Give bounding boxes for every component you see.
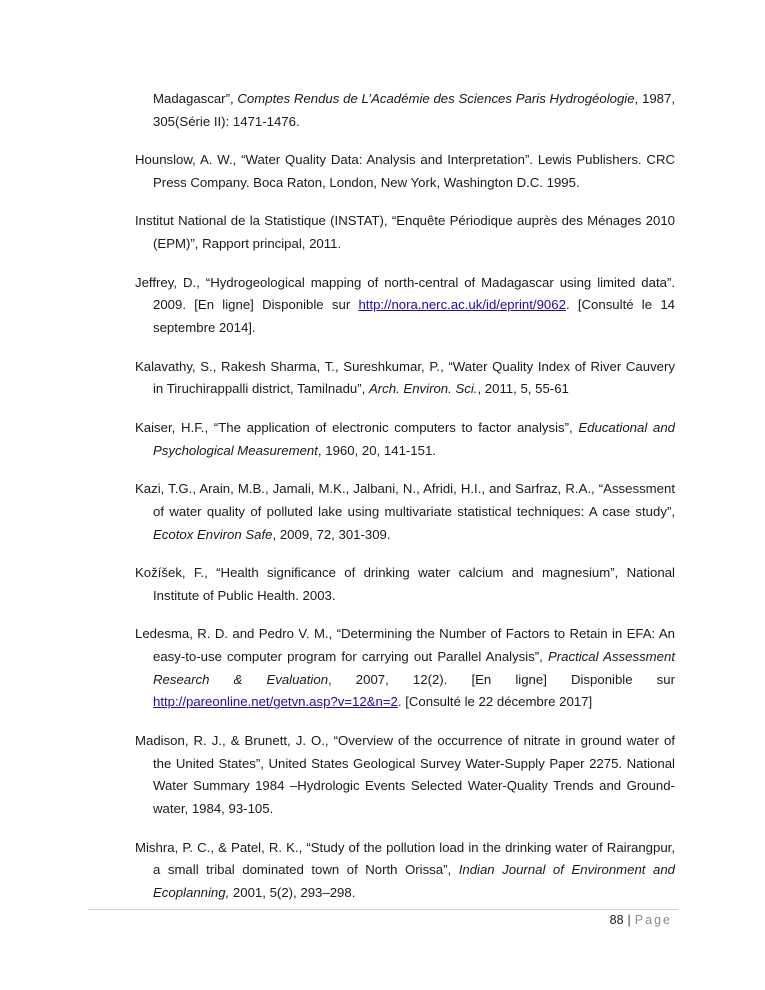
reference-entry	[135, 478, 675, 546]
reference-text: Kazi, T.G., Arain, M.B., Jamali, M.K., Jalbani, N., Afridi, H.I., and Sarfraz, R.A., “Assessment of water quality of polluted lake using multivariate statistical techniques: A case study”,	[135, 480, 675, 519]
reference-italic-text: Indian Journal of Environment and Ecoplanning,	[153, 862, 675, 901]
reference-text: , 2009, 72, 301-309.	[272, 526, 391, 542]
reference-text: Kožíšek, F., “Health significance of drinking water calcium and magnesium”, National Institute of Public Health. 2003.	[135, 564, 675, 603]
reference-text: , 1960, 20, 141-151.	[317, 442, 436, 458]
reference-link[interactable]: http://pareonline.net/getvn.asp?v=12&n=2	[153, 694, 398, 710]
footer-divider	[88, 909, 678, 910]
reference-entry	[135, 417, 675, 463]
reference-text: Institut National de la Statistique (INSTAT), “Enquête Périodique auprès des Ménages 2010 (EPM)”, Rapport principal, 2011.	[135, 213, 675, 252]
reference-text: Mishra, P. C., & Patel, R. K., “Study of the pollution load in the drinking water of Rairangpur, a small tribal dominated town of North Orissa”,	[135, 839, 675, 878]
reference-text: Madison, R. J., & Brunett, J. O., “Overview of the occurrence of nitrate in ground water of the United States”, United States Geological Survey Water-Supply Paper 2275. National Water Summary 1984 –Hydrologic Events Selected Water-Quality Trends and Ground-water, 1984, 93-105.	[135, 732, 675, 817]
page-label: Page	[634, 913, 672, 927]
reference-entry	[135, 272, 675, 340]
reference-entry	[135, 837, 675, 905]
reference-italic-text: Ecotox Environ Safe	[153, 526, 273, 542]
reference-text: Kaiser, H.F., “The application of electronic computers to factor analysis”,	[135, 419, 579, 435]
reference-text: 2001, 5(2), 293–298.	[229, 885, 356, 901]
reference-italic-text: Comptes Rendus de L’Académie des Sciences Paris Hydrogéologie	[237, 91, 635, 106]
reference-text: Madagascar”,	[153, 91, 238, 106]
reference-text: . [Consulté le 14 septembre 2014].	[153, 297, 675, 336]
reference-text: Hounslow, A. W., “Water Quality Data: Analysis and Interpretation”. Lewis Publishers. CRC Press Company. Boca Raton, London, New York, Washington D.C. 1995.	[135, 152, 675, 190]
page-footer	[610, 912, 672, 928]
reference-entry	[135, 356, 675, 402]
reference-text: , 1987, 305(Série II): 1471-1476.	[153, 91, 675, 129]
reference-italic-text: Arch. Environ. Sci.	[368, 381, 478, 397]
reference-list	[135, 88, 675, 921]
reference-entry	[135, 149, 675, 195]
reference-entry	[135, 730, 675, 821]
reference-text: Ledesma, R. D. and Pedro V. M., “Determining the Number of Factors to Retain in EFA: An easy-to-use computer program for carrying out Parallel Analysis”,	[135, 626, 675, 664]
reference-link[interactable]: http://nora.nerc.ac.uk/id/eprint/9062	[358, 297, 566, 313]
reference-entry	[135, 562, 675, 608]
reference-entry	[135, 623, 675, 714]
reference-text: , 2011, 5, 55-61	[477, 381, 569, 397]
footer-separator: |	[627, 913, 631, 927]
page-number: 88	[609, 913, 624, 927]
reference-text: , 2007, 12(2). [En ligne] Disponible sur	[328, 671, 675, 687]
reference-italic-text: Practical Assessment Research & Evaluation	[153, 648, 675, 687]
reference-italic-text: Educational and Psychological Measurement	[153, 419, 675, 458]
reference-entry	[135, 88, 675, 134]
reference-text: Jeffrey, D., “Hydrogeological mapping of north-central of Madagascar using limited data”. 2009. [En ligne] Disponible sur	[135, 274, 675, 313]
reference-entry	[135, 210, 675, 256]
reference-text: Kalavathy, S., Rakesh Sharma, T., Sureshkumar, P., “Water Quality Index of River Cauvery in Tiruchirappalli district, Tamilnadu”,	[135, 358, 675, 397]
reference-text: . [Consulté le 22 décembre 2017]	[397, 694, 593, 710]
